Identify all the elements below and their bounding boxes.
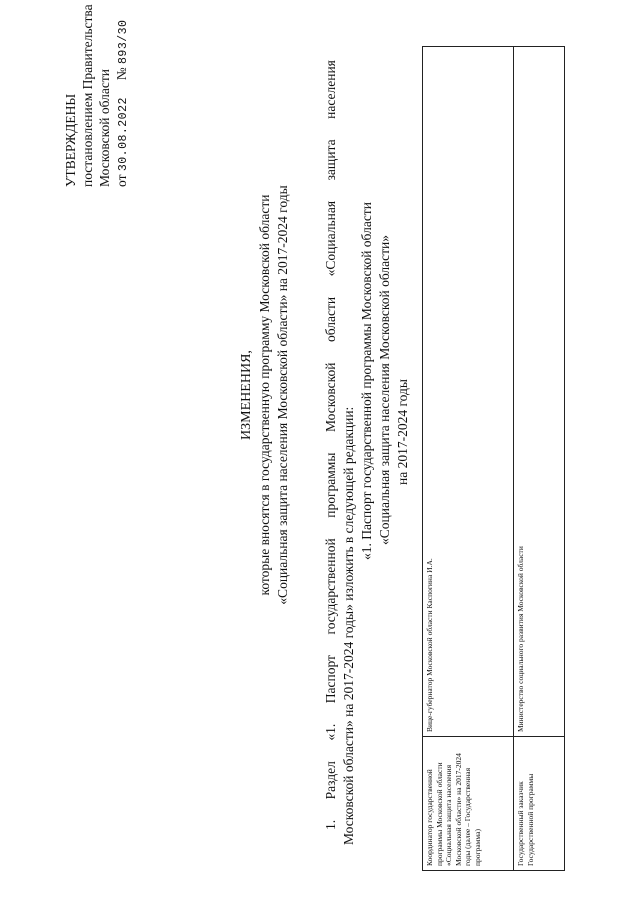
table-row [423,47,514,871]
paragraph-line-1 [322,60,339,830]
approval-date-line [113,4,132,187]
paragraph-word: «Социальная [323,200,338,277]
passport-heading-3: на 2017-2024 годы [395,379,410,485]
number-label: № [114,67,129,81]
table-cell-value: Министерство социального развития Московской области [514,47,565,737]
approval-line-2: Московской области [97,68,112,187]
table-cell-label: Государственный заказчик Государственной программы [514,737,565,871]
paragraph-word: «1. [323,723,338,741]
paragraph-word: населения [323,60,338,119]
approval-number: 893/30 [117,19,130,64]
table-cell-label: Координатор государственной программы Московской области «Социальная защита населения Московской области» на 2017-2024 годы (далее – Государственная программа) [423,737,514,871]
paragraph-word: защита [323,139,338,181]
paragraph-word: Московской [323,362,338,433]
paragraph-word: области [323,296,338,342]
table-cell-value: Вице-губернатор Московской области Каспогина И.А. [423,47,514,737]
paragraph-word: государственной [323,538,338,635]
document-subtitle-2: «Социальная защита населения Московской области» на 2017-2024 годы [275,185,290,605]
from-label: от [114,174,129,187]
paragraph-word: 1. [323,819,338,830]
paragraph-word: программы [323,452,338,518]
passport-table [422,46,565,871]
paragraph-line-2: Московской области» на 2017-2024 годы» изложить в следующей редакции: [341,406,356,845]
approval-heading: УТВЕРЖДЕНЫ [63,93,78,187]
table-row [514,47,565,871]
approval-date: 30.08.2022 [117,97,130,172]
approval-line-1: постановлением Правительства [80,4,95,187]
document-title: ИЗМЕНЕНИЯ, [239,350,254,440]
paragraph-word: Раздел [323,761,338,800]
paragraph-word: Паспорт [323,655,338,704]
approval-stamp [62,4,132,187]
passport-heading-2: «Социальная защита населения Московской области» [377,234,392,545]
document-subtitle: которые вносятся в государственную программу Московской области [257,194,272,596]
passport-heading-1: «1. Паспорт государственной программы Московской области [359,202,374,560]
